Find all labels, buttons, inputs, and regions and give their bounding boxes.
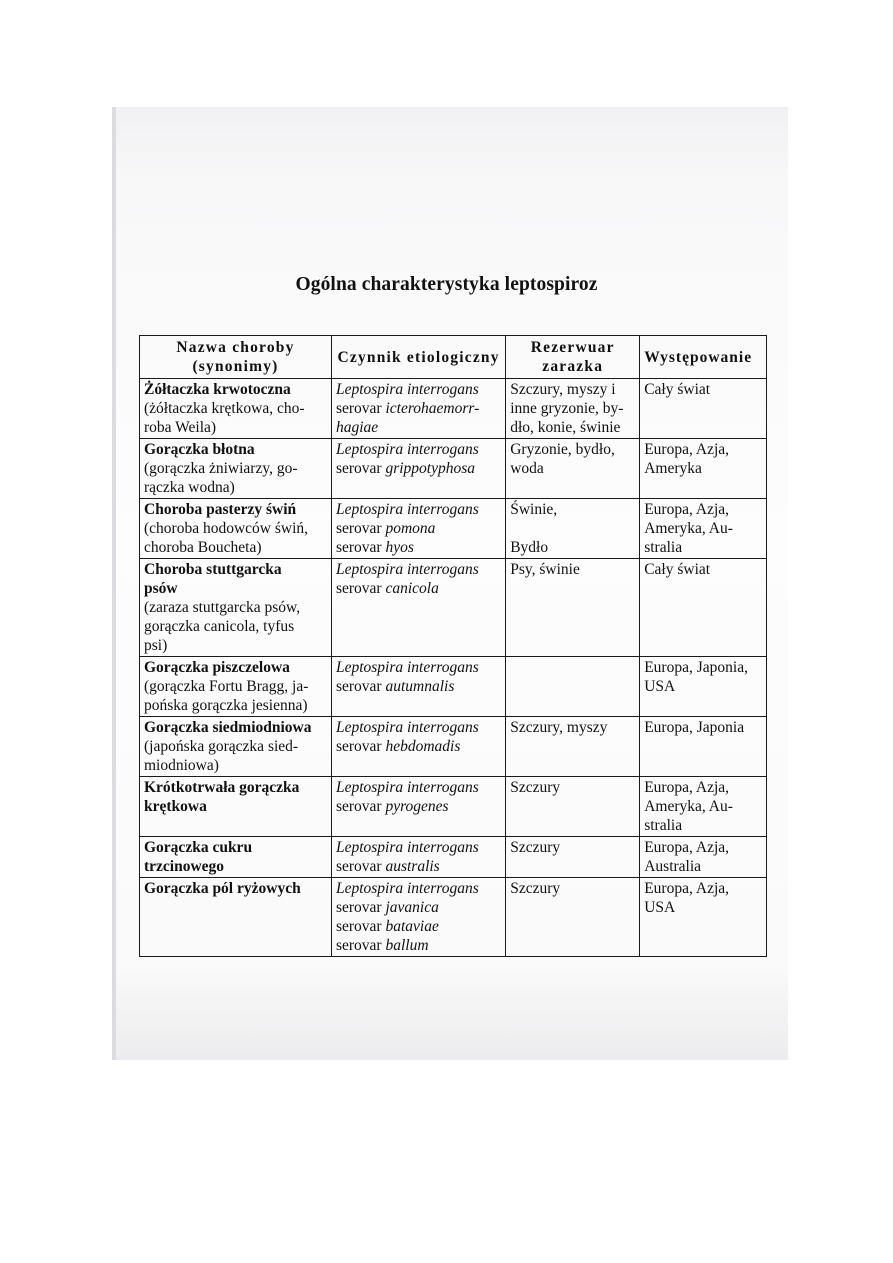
disease-synonyms: (gorączka Fortu Bragg, ja- xyxy=(144,678,309,695)
agent-name: Leptospira interrogans xyxy=(335,659,479,676)
disease-synonyms: miodniowa) xyxy=(144,757,219,774)
etiologic-agent-cell xyxy=(331,717,505,777)
table-row xyxy=(140,717,767,777)
table-row xyxy=(140,559,767,657)
table-row xyxy=(140,777,767,837)
agent-name: javanica xyxy=(385,899,439,916)
reservoir-text: dło, konie, świnie xyxy=(510,419,621,436)
agent-line xyxy=(336,519,501,538)
agent-line xyxy=(336,917,501,936)
agent-prefix: serovar xyxy=(335,678,386,695)
disease-name-cell xyxy=(140,717,332,777)
occurrence-text: stralia xyxy=(644,539,683,556)
etiologic-agent-cell xyxy=(331,777,505,837)
reservoir-cell xyxy=(506,717,640,777)
agent-line xyxy=(336,838,501,857)
disease-name-cell xyxy=(140,439,332,499)
agent-line xyxy=(336,538,501,557)
reservoir-cell xyxy=(506,837,640,878)
disease-name: Gorączka cukru xyxy=(144,839,253,856)
reservoir-text: Psy, świnie xyxy=(510,561,580,578)
etiologic-agent-cell xyxy=(331,837,505,878)
agent-line xyxy=(336,857,501,876)
disease-name: psów xyxy=(144,580,178,597)
agent-name: hyos xyxy=(385,539,414,556)
agent-name: hagiae xyxy=(335,419,379,436)
agent-name: Leptospira interrogans xyxy=(335,779,479,796)
agent-line xyxy=(336,459,501,478)
header-disease-name-line1: Nazwa choroby xyxy=(176,339,295,356)
etiologic-agent-cell xyxy=(331,379,505,439)
occurrence-text: USA xyxy=(644,899,676,916)
agent-prefix: serovar xyxy=(335,539,386,556)
page-title: Ogólna charakterystyka leptospiroz xyxy=(295,274,598,295)
occurrence-text: Cały świat xyxy=(644,381,711,398)
agent-name: bataviae xyxy=(385,918,439,935)
etiologic-agent-cell xyxy=(331,657,505,717)
agent-name: canicola xyxy=(385,580,439,597)
occurrence-cell xyxy=(640,559,767,657)
disease-synonyms: pońska gorączka jesienna) xyxy=(144,697,308,714)
header-etiologic-agent: Czynnik etiologiczny xyxy=(331,336,505,379)
agent-line xyxy=(336,380,501,399)
occurrence-text: stralia xyxy=(644,817,683,834)
reservoir-cell xyxy=(506,878,640,957)
agent-prefix: serovar xyxy=(335,937,386,954)
etiologic-agent-cell xyxy=(331,878,505,957)
reservoir-text: Gryzonie, bydło, xyxy=(510,441,615,458)
disease-synonyms: (zaraza stuttgarcka psów, xyxy=(144,599,301,616)
table-row xyxy=(140,439,767,499)
reservoir-text: Szczury, myszy xyxy=(510,719,608,736)
table-row xyxy=(140,379,767,439)
occurrence-text: Europa, Azja, xyxy=(644,501,730,518)
disease-name: Gorączka błotna xyxy=(144,441,255,458)
occurrence-text: Ameryka xyxy=(644,460,702,477)
reservoir-cell xyxy=(506,559,640,657)
disease-synonyms: (japońska gorączka sied- xyxy=(144,738,299,755)
disease-synonyms: rączka wodna) xyxy=(144,479,235,496)
header-reservoir-line2: zarazka xyxy=(542,358,604,375)
agent-line xyxy=(336,898,501,917)
etiologic-agent-cell xyxy=(331,439,505,499)
agent-prefix: serovar xyxy=(335,798,386,815)
disease-name-cell xyxy=(140,379,332,439)
header-reservoir xyxy=(506,336,640,379)
disease-name: Żółtaczka krwotoczna xyxy=(144,381,291,398)
disease-name: Krótkotrwała gorączka xyxy=(144,779,300,796)
disease-synonyms: (żółtaczka krętkowa, cho- xyxy=(144,400,305,417)
agent-line xyxy=(336,440,501,459)
table-row xyxy=(140,657,767,717)
agent-line xyxy=(336,579,501,598)
reservoir-text: Szczury xyxy=(510,880,561,897)
blank-line xyxy=(510,519,635,538)
agent-prefix: serovar xyxy=(335,580,386,597)
header-reservoir-line1: Rezerwuar xyxy=(530,339,615,356)
reservoir-cell xyxy=(506,439,640,499)
header-row xyxy=(140,336,767,379)
occurrence-text: Europa, Azja, xyxy=(644,779,730,796)
occurrence-text: Europa, Azja, xyxy=(644,441,730,458)
disease-name: Choroba stuttgarcka xyxy=(144,561,282,578)
agent-prefix: serovar xyxy=(335,858,386,875)
agent-line xyxy=(336,560,501,579)
agent-prefix: serovar xyxy=(335,400,386,417)
agent-name: Leptospira interrogans xyxy=(335,441,479,458)
agent-name: pyrogenes xyxy=(385,798,449,815)
occurrence-cell xyxy=(640,657,767,717)
reservoir-text: woda xyxy=(510,460,544,477)
occurrence-cell xyxy=(640,717,767,777)
agent-prefix: serovar xyxy=(335,918,386,935)
agent-line xyxy=(336,936,501,955)
agent-name: hebdomadis xyxy=(385,738,461,755)
reservoir-text: inne gryzonie, by- xyxy=(510,400,624,417)
disease-name: trzcinowego xyxy=(144,858,225,875)
agent-line xyxy=(336,797,501,816)
occurrence-text: Ameryka, Au- xyxy=(644,798,733,815)
occurrence-text: USA xyxy=(644,678,676,695)
header-disease-name-line2: (synonimy) xyxy=(192,358,279,375)
agent-prefix: serovar xyxy=(335,460,386,477)
table-row xyxy=(140,878,767,957)
agent-line xyxy=(336,718,501,737)
agent-name: ballum xyxy=(385,937,429,954)
agent-name: Leptospira interrogans xyxy=(335,561,479,578)
agent-line xyxy=(336,737,501,756)
reservoir-cell xyxy=(506,379,640,439)
header-disease-name xyxy=(140,336,332,379)
reservoir-cell xyxy=(506,777,640,837)
disease-name: Gorączka piszczelowa xyxy=(144,659,290,676)
occurrence-cell xyxy=(640,777,767,837)
reservoir-text: Bydło xyxy=(510,539,549,556)
disease-synonyms: (choroba hodowców świń, xyxy=(144,520,309,537)
agent-line xyxy=(336,399,501,418)
disease-name-cell xyxy=(140,878,332,957)
disease-name: Gorączka siedmiodniowa xyxy=(144,719,312,736)
reservoir-text: Szczury xyxy=(510,779,561,796)
disease-name-cell xyxy=(140,837,332,878)
agent-prefix: serovar xyxy=(335,520,386,537)
agent-name: Leptospira interrogans xyxy=(335,839,479,856)
disease-name: Choroba pasterzy świń xyxy=(144,501,297,518)
occurrence-text: Australia xyxy=(644,858,702,875)
occurrence-cell xyxy=(640,379,767,439)
agent-line xyxy=(336,778,501,797)
reservoir-cell xyxy=(506,657,640,717)
header-occurrence: Występowanie xyxy=(640,336,767,379)
disease-synonyms: (gorączka żniwiarzy, go- xyxy=(144,460,298,477)
reservoir-text: Szczury xyxy=(510,839,561,856)
agent-prefix: serovar xyxy=(335,899,386,916)
reservoir-text: Świnie, xyxy=(510,501,558,518)
occurrence-text: Europa, Japonia, xyxy=(644,659,748,676)
disease-name: Gorączka pól ryżowych xyxy=(144,880,301,897)
table-row xyxy=(140,837,767,878)
occurrence-cell xyxy=(640,837,767,878)
agent-name: australis xyxy=(385,858,440,875)
table-row xyxy=(140,499,767,559)
agent-name: autumnalis xyxy=(385,678,455,695)
agent-name: Leptospira interrogans xyxy=(335,381,479,398)
agent-line xyxy=(336,500,501,519)
disease-synonyms: roba Weila) xyxy=(144,419,217,436)
occurrence-text: Europa, Japonia xyxy=(644,719,745,736)
occurrence-text: Europa, Azja, xyxy=(644,839,730,856)
disease-synonyms: choroba Boucheta) xyxy=(144,539,262,556)
occurrence-cell xyxy=(640,878,767,957)
agent-name: pomona xyxy=(385,520,436,537)
table-body xyxy=(140,379,767,957)
agent-name: icterohaemorr- xyxy=(385,400,480,417)
occurrence-text: Cały świat xyxy=(644,561,711,578)
leptospirosis-table xyxy=(139,335,767,957)
etiologic-agent-cell xyxy=(331,499,505,559)
agent-name: Leptospira interrogans xyxy=(335,501,479,518)
occurrence-cell xyxy=(640,439,767,499)
disease-name: krętkowa xyxy=(144,798,207,815)
reservoir-cell xyxy=(506,499,640,559)
etiologic-agent-cell xyxy=(331,559,505,657)
disease-name-cell xyxy=(140,777,332,837)
disease-synonyms: psi) xyxy=(144,637,168,654)
agent-name: Leptospira interrogans xyxy=(335,719,479,736)
agent-name: Leptospira interrogans xyxy=(335,880,479,897)
occurrence-text: Ameryka, Au- xyxy=(644,520,733,537)
disease-name-cell xyxy=(140,559,332,657)
occurrence-cell xyxy=(640,499,767,559)
page-edge-shadow xyxy=(112,107,116,1060)
disease-name-cell xyxy=(140,657,332,717)
agent-line xyxy=(336,658,501,677)
disease-name-cell xyxy=(140,499,332,559)
agent-prefix: serovar xyxy=(335,738,386,755)
occurrence-text: Europa, Azja, xyxy=(644,880,730,897)
agent-line xyxy=(336,677,501,696)
disease-synonyms: gorączka canicola, tyfus xyxy=(144,618,295,635)
agent-name: grippotyphosa xyxy=(385,460,476,477)
reservoir-text: Szczury, myszy i xyxy=(510,381,616,398)
agent-line xyxy=(336,879,501,898)
agent-line xyxy=(336,418,501,437)
